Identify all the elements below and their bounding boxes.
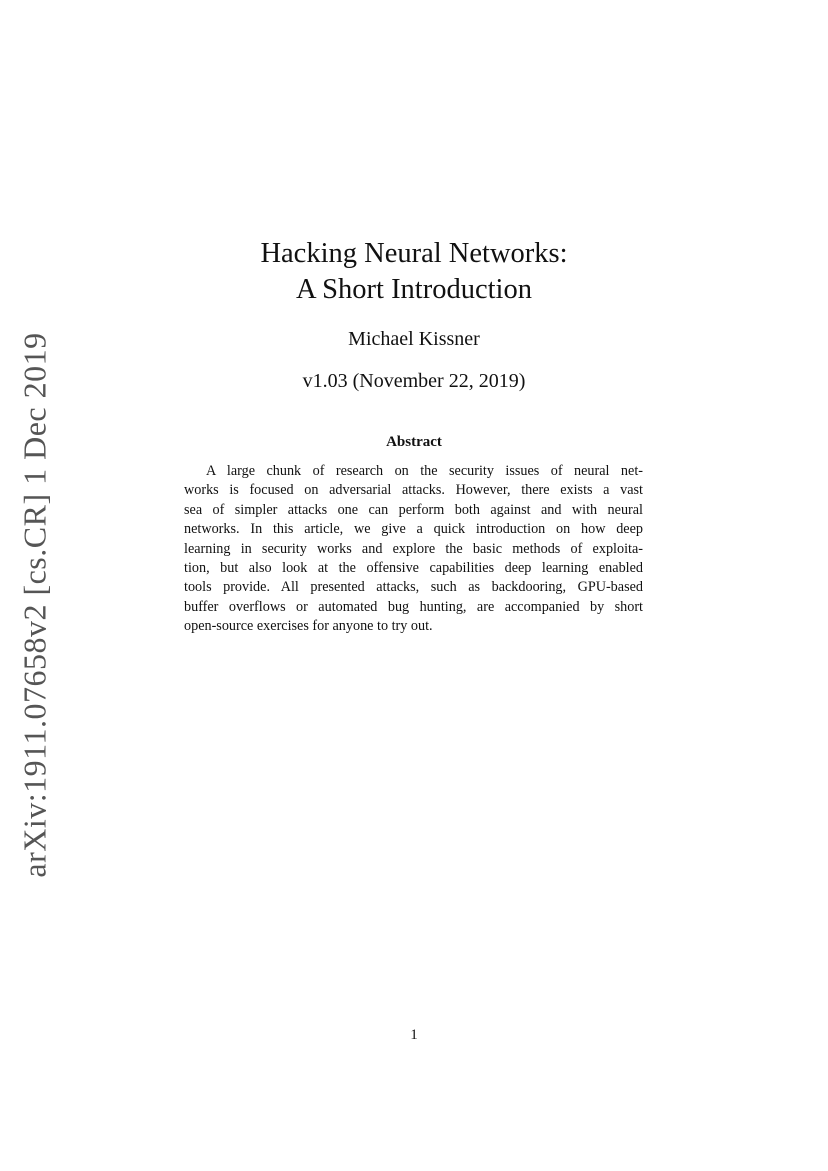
abstract-body [184, 462, 643, 637]
abstract-line: works is focused on adversarial attacks. However, there exists a vast [184, 482, 643, 499]
abstract-line: learning in security works and explore the basic methods of exploita- [184, 540, 643, 557]
abstract-line: tion, but also look at the offensive capabilities deep learning enabled [184, 560, 643, 577]
page-number: 1 [410, 1027, 418, 1043]
title-line-2: A Short Introduction [296, 274, 532, 305]
author-name: Michael Kissner [348, 328, 480, 350]
abstract-heading: Abstract [386, 434, 442, 450]
paper-title [0, 236, 828, 308]
abstract-line: A large chunk of research on the security issues of neural net- [206, 463, 643, 479]
version-date: v1.03 (November 22, 2019) [302, 370, 526, 392]
arxiv-identifier-stamp: arXiv:1911.07658v2 [cs.CR] 1 Dec 2019 [16, 332, 53, 878]
abstract-line: buffer overflows or automated bug hunting, are accompanied by short [184, 598, 643, 615]
abstract-line: tools provide. All presented attacks, such as backdooring, GPU-based [184, 579, 643, 596]
abstract-line: networks. In this article, we give a quick introduction on how deep [184, 521, 643, 538]
title-line-1: Hacking Neural Networks: [260, 238, 568, 269]
abstract-line: open-source exercises for anyone to try out. [184, 618, 433, 635]
abstract-line: sea of simpler attacks one can perform both against and with neural [184, 501, 643, 518]
